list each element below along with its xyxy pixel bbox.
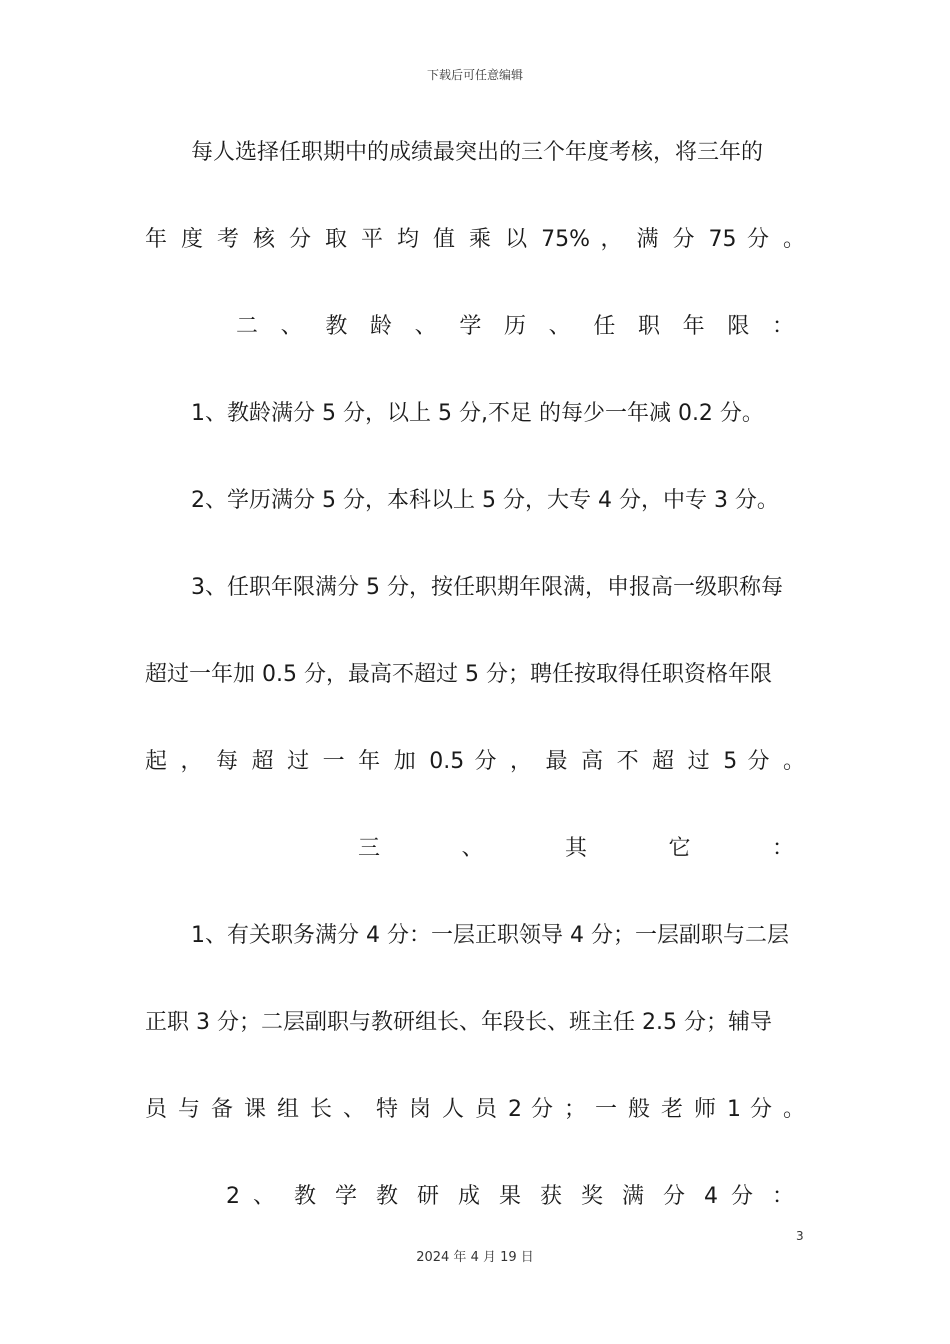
paragraph-line: 3、任职年限满分 5 分，按任职期年限满，申报高一级职称每 [191,575,783,600]
paragraph-line: 起 ， 每 超 过 一 年 加 0.5 分 ， 最 高 不 超 过 5 分 。 [145,749,805,774]
paragraph-line: 1、教龄满分 5 分，以上 5 分,不足 的每少一年减 0.2 分。 [191,401,764,426]
paragraph-line: 2 、 教 学 教 研 成 果 获 奖 满 分 4 分 ： [226,1184,794,1209]
paragraph-line: 正职 3 分；二层副职与教研组长、年段长、班主任 2.5 分；辅导 [145,1010,772,1035]
section-heading: 三 、 其 它 ： [358,836,794,861]
paragraph-line: 1、有关职务满分 4 分：一层正职领导 4 分；一层副职与二层 [191,923,789,948]
page-date: 2024 年 4 月 19 日 [416,1250,534,1265]
page-header: 下载后可任意编辑 [426,68,523,82]
paragraph-line: 年 度 考 核 分 取 平 均 值 乘 以 75% ， 满 分 75 分 。 [145,227,805,252]
page-number: 3 [796,1229,804,1243]
paragraph-line: 超过一年加 0.5 分，最高不超过 5 分；聘任按取得任职资格年限 [145,662,772,687]
paragraph-line: 员 与 备 课 组 长 、 特 岗 人 员 2 分 ； 一 般 老 师 1 分 。 [145,1097,805,1122]
paragraph-line: 每人选择任职期中的成绩最突出的三个年度考核，将三年的 [191,140,764,165]
section-heading: 二 、 教 龄 、 学 历 、 任 职 年 限 ： [236,314,794,339]
paragraph-line: 2、学历满分 5 分，本科以上 5 分，大专 4 分，中专 3 分。 [191,488,779,513]
